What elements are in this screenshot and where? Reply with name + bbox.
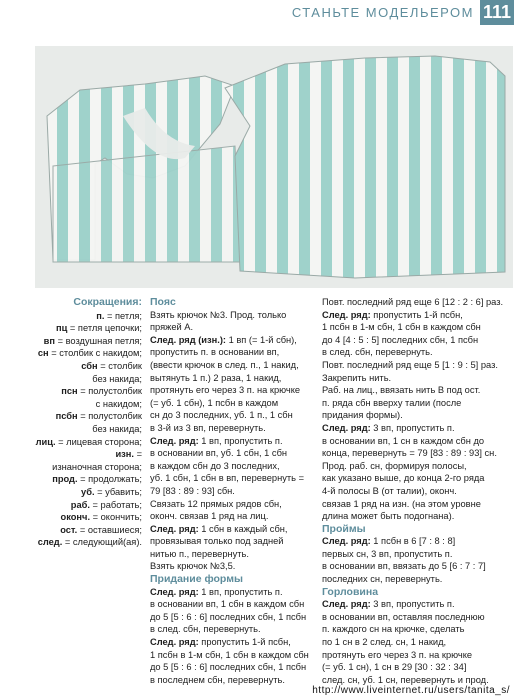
right-column-line [322,334,514,347]
legend-text: раб. [70,499,90,510]
legend-line [0,461,142,474]
legend-line [0,335,142,348]
right-column-text: 3 вп, пропустить п. [370,599,455,610]
middle-column-text: 1 вп, пропустить п. [198,435,283,446]
right-column-text: в основании вп, 1 сн в каждом сбн до [322,435,485,446]
right-column-text: пропустить 1-й псбн, [370,309,463,320]
right-column-text: 1 псбн в 1-м сбн, 1 сбн в каждом сбн [322,322,481,333]
right-column-text: длина может быть подогнана). [322,511,455,522]
right-column-text: п. ряда сбн вверху талии (после [322,397,462,408]
middle-column-text: сн до 3 последних, уб. 1 п., 1 сбн [150,410,293,421]
middle-column-line [150,359,314,372]
middle-column-text: 1 вп, пропустить п. [198,586,283,597]
legend-line [0,423,142,436]
legend-line [0,410,142,423]
middle-column-text: След. ряд: [150,435,199,446]
right-column-lines [322,296,514,686]
legend-line [0,322,142,335]
middle-column-text: След. ряд: [150,637,199,648]
middle-column-line [150,346,314,359]
legend-line [0,373,142,386]
legend-text: след. [37,537,63,548]
striped-dress-image [35,46,513,288]
middle-column-line [150,510,314,523]
front-panel [225,56,505,278]
legend-text: сн [37,348,49,359]
right-column-line [322,309,514,322]
right-column-text: Проймы [322,522,366,535]
middle-column-text: Взять крючок №3. Прод. только [150,309,287,320]
right-column-line [322,447,514,460]
middle-column-text: пропустить 1-й псбн, [198,637,291,648]
middle-column-text: 1 вп (= 1-й сбн), [226,334,297,345]
legend-text: = продолжать; [77,474,142,485]
middle-column-line [150,472,314,485]
legend-text: без накида; [92,373,142,384]
middle-column-line [150,309,314,322]
right-column-text: след. сн, уб. 1 сн, перевернуть и прод. [322,674,489,685]
middle-column-line [150,485,314,498]
right-column-text: до 4 [4 : 5 : 5] последних сбн, 1 псбн [322,334,479,345]
legend-text: = лицевая сторона; [55,436,142,447]
middle-column-line [150,397,314,410]
middle-column-text: След. ряд: [150,586,199,597]
middle-column-text: пропустить п. в основании вп, [150,347,280,358]
legend-text: = полустолбик [77,411,142,422]
right-column-text: (= уб. 1 сн), 1 сн в 29 [30 : 32 : 34] [322,662,467,673]
right-column-line [322,460,514,473]
right-column-text: придания формы). [322,410,403,421]
middle-column-line [150,636,314,649]
right-column-line [322,560,514,573]
legend-line [0,448,142,461]
middle-column-text: Пояс [150,296,176,308]
right-column-line [322,435,514,448]
middle-column-text: Взять крючок №3,5. [150,561,236,572]
middle-column-line [150,573,314,586]
middle-column-line [150,523,314,536]
legend-text: п. [96,310,105,321]
middle-column-line [150,548,314,561]
middle-column-line [150,649,314,662]
legend-line [0,499,142,512]
legend-text: уб. [81,486,95,497]
legend-line [0,360,142,373]
legend-text: ост. [60,524,78,535]
right-column-text: 4-й полосы В (от талии), оконч. [322,485,457,496]
legend-line [0,436,142,449]
legend-text: прод. [52,474,78,485]
right-column-text: След. ряд: [322,309,371,320]
instructions-column-middle [150,296,314,686]
middle-column-text: оконч. связав 1 ряд на лиц. [150,511,269,522]
legend-text: пц [55,323,68,334]
legend-text: лиц. [35,436,56,447]
right-column-line [322,498,514,511]
legend-text: псбн [55,411,78,422]
middle-column-line [150,674,314,687]
middle-column-line [150,447,314,460]
middle-column-text: до 5 [5 : 6 : 6] последних сбн, 1 псбн [150,611,307,622]
right-column-text: След. ряд: [322,422,371,433]
legend-text: = убавить; [94,486,142,497]
right-column-line [322,548,514,561]
legend-text: = следующий(ая). [62,537,142,548]
right-column-line [322,636,514,649]
right-column-line [322,346,514,359]
legend-text: = петля; [104,310,142,321]
legend-text: = работать; [89,499,142,510]
middle-column-line [150,661,314,674]
middle-column-text: Придание формы [150,573,243,586]
right-column-text: последних сн, перевернуть. [322,574,443,585]
right-column-line [322,661,514,674]
right-column-line [322,535,514,548]
legend-line [0,524,142,537]
middle-column-text: уб. 1 сбн, 1 сбн в вп, перевернуть = [150,473,304,484]
page-number: 111 [480,0,514,25]
middle-column-text: в каждом сбн до 3 последних, [150,460,280,471]
right-column-text: Горловина [322,585,379,598]
right-column-line [322,586,514,599]
legend-text: = воздушная петля; [55,335,142,346]
right-column-line [322,409,514,422]
right-column-line [322,359,514,372]
middle-column-line [150,321,314,334]
legend-text: вп [43,335,55,346]
legend-line [0,511,142,524]
right-column-text: конца, перевернуть = 79 [83 : 89 : 93] сн. [322,448,497,459]
right-column-line [322,611,514,624]
legend-line [0,347,142,360]
middle-column-line [150,435,314,448]
legend-line [0,536,142,549]
right-column-line [322,623,514,636]
middle-column-text: в последнем сбн, перевернуть. [150,674,285,685]
middle-column-line [150,296,314,309]
legend-lines [0,310,142,549]
right-column-text: связав 1 ряд на изн. (на этом уровне [322,498,481,509]
middle-column-text: в основании вп, уб. 1 сбн, 1 сбн [150,448,288,459]
middle-column-line [150,384,314,397]
middle-column-text: в 3-й из 3 вп, перевернуть. [150,422,266,433]
legend-text: без накида; [92,423,142,434]
right-column-line [322,321,514,334]
middle-column-line [150,560,314,573]
middle-column-line [150,409,314,422]
legend-text: оконч. [60,512,91,523]
middle-column-line [150,422,314,435]
right-column-line [322,397,514,410]
middle-column-line [150,611,314,624]
middle-column-text: 1 сбн в каждый сбн, [198,523,288,534]
legend-line [0,473,142,486]
middle-column-text: провязывая только под задней [150,536,284,547]
header-title: СТАНЬТЕ МОДЕЛЬЕРОМ [291,5,474,20]
middle-column-text: вытянуть 1 п.) 2 раза, 1 накид, [150,372,282,383]
legend-heading: Сокращения: [73,296,142,308]
legend-text: = столбик с накидом; [48,348,142,359]
right-column-line [322,422,514,435]
middle-column-text: 1 псбн в 1-м сбн, 1 сбн в каждом сбн [150,649,309,660]
legend-text: = столбик [97,360,142,371]
right-column-line [322,472,514,485]
middle-column-line [150,598,314,611]
legend-text: = петля цепочки; [67,323,142,334]
middle-column-text: 79 [83 : 89 : 93] сбн. [150,485,235,496]
middle-column-text: в след. сбн, перевернуть. [150,624,261,635]
right-column-text: как указано выше, до конца 2-го ряда [322,473,485,484]
legend-text: = оставшиеся; [77,524,142,535]
middle-column-line [150,460,314,473]
back-panel-lower [53,146,240,262]
middle-column-text: в основании вп, 1 сбн в каждом сбн [150,599,305,610]
right-column-line [322,296,514,309]
right-column-line [322,372,514,385]
right-column-text: Закрепить нить. [322,372,392,383]
right-column-text: п. каждого сн на крючке, сделать [322,624,465,635]
right-column-line [322,523,514,536]
right-column-text: Прод. раб. сн, формируя полосы, [322,460,467,471]
middle-column-lines [150,296,314,686]
middle-column-line [150,334,314,347]
right-column-text: в основании вп, оставляя последнюю [322,611,485,622]
middle-column-line [150,586,314,599]
legend-line [0,398,142,411]
right-column-line [322,384,514,397]
legend-text: сбн [81,360,98,371]
right-column-text: След. ряд: [322,599,371,610]
right-column-text: первых сн, 3 вп, пропустить п. [322,548,453,559]
right-column-line [322,485,514,498]
middle-column-text: нитью п., перевернуть. [150,548,249,559]
middle-column-text: до 5 [5 : 6 : 6] последних сбн, 1 псбн [150,662,307,673]
right-column-text: 3 вп, пропустить п. [370,422,455,433]
right-column-text: След. ряд: [322,536,371,547]
middle-column-line [150,535,314,548]
legend-line [0,486,142,499]
legend-text: = [133,449,142,460]
legend-text: = окончить; [90,512,142,523]
abbreviations-legend [0,296,142,549]
legend-text: изнаночная сторона; [52,461,142,472]
middle-column-text: пряжей А. [150,322,194,333]
middle-column-text: Связать 12 прямых рядов сбн, [150,498,282,509]
middle-column-text: След. ряд: [150,523,199,534]
right-column-text: 1 псбн в 6 [7 : 8 : 8] [370,536,456,547]
legend-text: с накидом; [95,398,142,409]
legend-line [0,385,142,398]
middle-column-text: (ввести крючок в след. п., 1 накид, [150,359,299,370]
middle-column-line [150,372,314,385]
garment-photo [35,46,513,288]
right-column-text: в след. сбн, перевернуть. [322,347,433,358]
legend-text: псн [61,386,78,397]
right-column-line [322,510,514,523]
right-column-text: протянуть его через 3 п. на крючке [322,649,473,660]
right-column-text: Повт. последний ряд еще 6 [12 : 2 : 6] раз. [322,297,504,307]
source-url: http://www.liveinternet.ru/users/tanita_s/ [312,685,510,696]
right-column-text: Раб. на лиц., ввязать нить В под ост. [322,385,481,396]
legend-text: = полустолбик [77,386,142,397]
page-header [0,0,514,26]
right-column-line [322,649,514,662]
middle-column-text: След. ряд (изн.): [150,334,227,345]
right-column-text: Повт. последний ряд еще 5 [1 : 9 : 5] раз. [322,359,498,370]
right-column-line [322,598,514,611]
middle-column-line [150,498,314,511]
right-column-line [322,573,514,586]
middle-column-text: протянуть его через 3 п. на крючке [150,385,301,396]
right-column-text: в основании вп, ввязать до 5 [6 : 7 : 7] [322,561,486,572]
middle-column-line [150,623,314,636]
legend-line [0,310,142,323]
instructions-column-right [322,296,514,686]
legend-text: изн. [115,449,134,460]
right-column-text: по 1 сн в 2 след. сн, 1 накид, [322,637,447,648]
middle-column-text: (= уб. 1 сбн), 1 псбн в каждом [150,397,279,408]
